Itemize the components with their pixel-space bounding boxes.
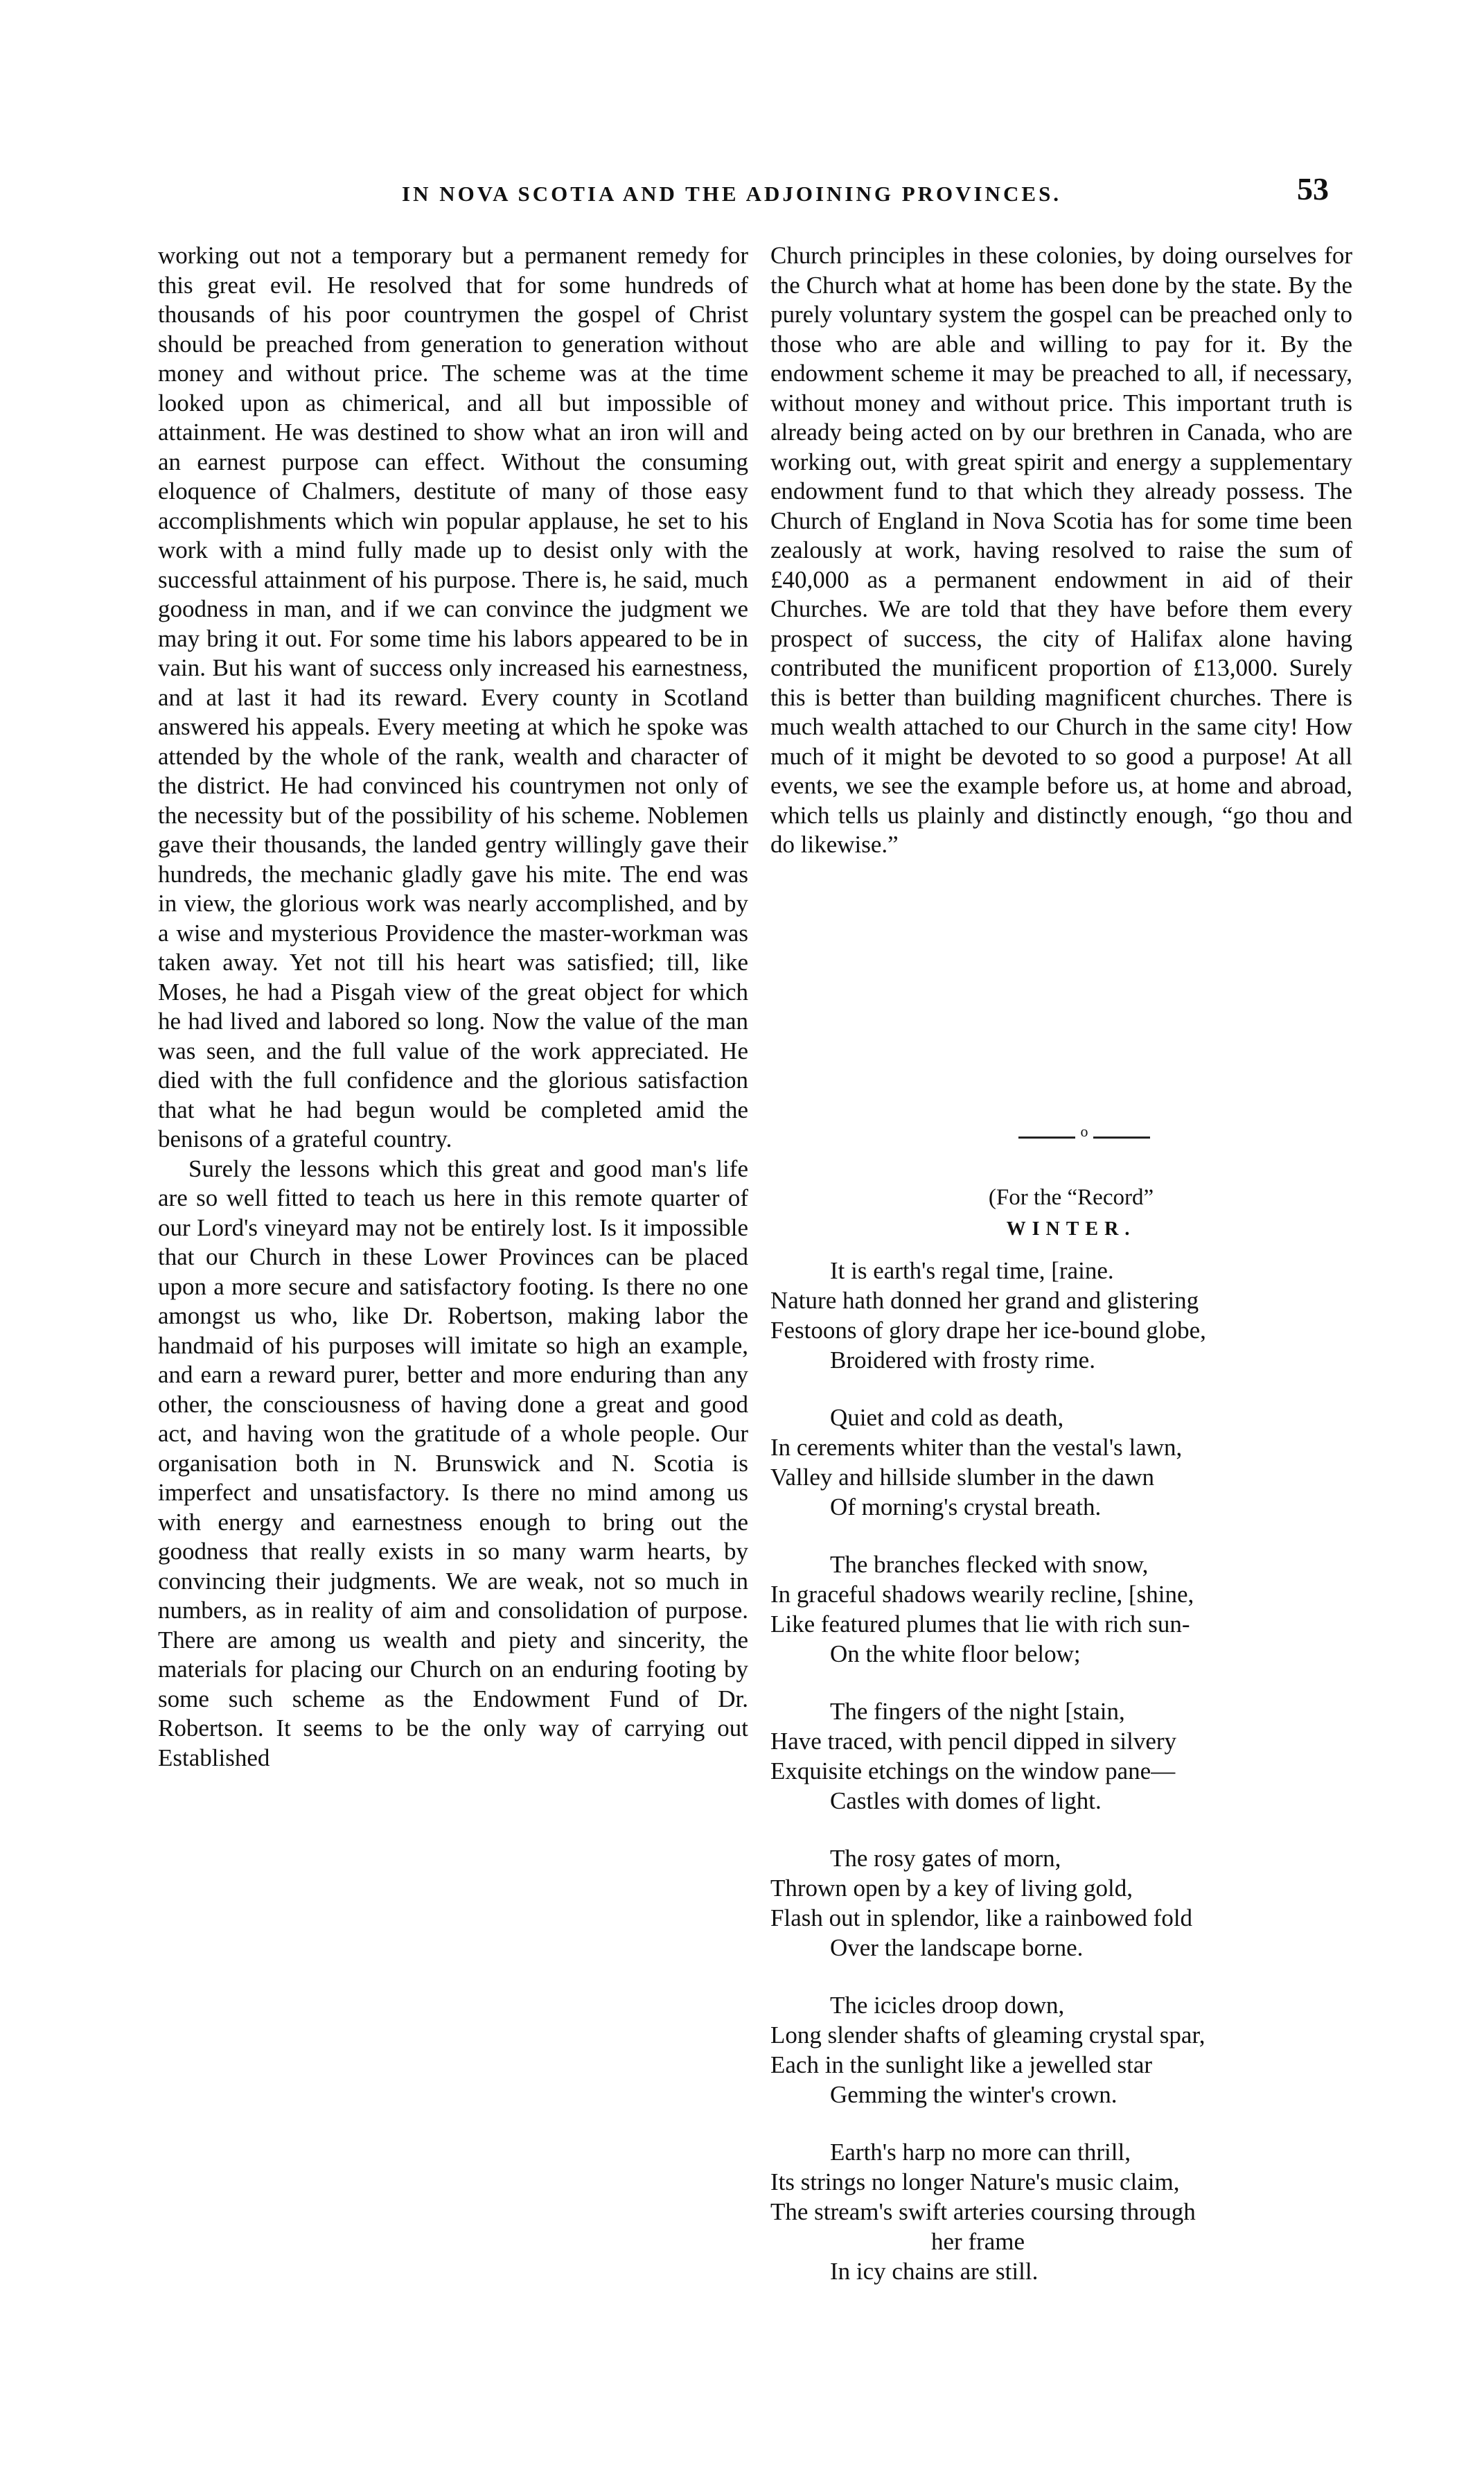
poem-credit: (For the “Record” [988,1185,1154,1210]
left-paragraph-2: Surely the lessons which this great and good man's life are so well fitted to teach us here in this remote quarter of our Lord's vineyard may not be entirely lost. Is it impossible that our Church in these Lower Provinces can be placed upon a more secure and satisfactory footing. Is there no one amongst us who, like Dr. Robertson, making labor the handmaid of his purposes will imitate so high an example, and earn a reward purer, better and more enduring than any other, the consciousness of having done a great and good act, and having won the gratitude of a whole people. Our organisation both in N. Brunswick and N. Scotia is imperfect and unsatisfactory. Is there no mind among us with energy and earnestness enough to bring out the goodness that really exists in so many warm hearts, by convincing their judgments. We are weak, not so much in numbers, as in reality of aim and consolidation of purpose. There are among us wealth and piety and sincerity, the materials for placing our Church on an enduring footing by some such scheme as the Endowment Fund of Dr. Robertson. It seems to be the only way of carrying out Established [158,1155,748,1771]
poem-title: WINTER. [1006,1218,1136,1240]
poem-line: Of morning's crystal breath. [830,1493,1102,1520]
poem-line: Quiet and cold as death, [830,1404,1064,1431]
poem-line: Its strings no longer Nature's music claim, [770,2168,1180,2195]
poem-line: Festoons of glory drape her ice-bound globe, [770,1317,1206,1344]
poem-line: In graceful shadows wearily recline, [shine, [770,1581,1194,1608]
poem-line: It is earth's regal time, [raine. [830,1257,1114,1284]
poem-line: Castles with domes of light. [830,1787,1102,1814]
poem-line: The stream's swift arteries coursing through [770,2198,1196,2225]
running-head [0,171,1484,223]
poem-line: The fingers of the night [stain, [830,1698,1125,1725]
poem-line: Flash out in splendor, like a rainbowed fold [770,1904,1193,1931]
poem-line: Each in the sunlight like a jewelled star [770,2051,1153,2078]
poem [770,1256,1366,2314]
left-column [158,241,748,1773]
poem-line: Like featured plumes that lie with rich sun- [770,1611,1190,1638]
poem-line: Broidered with frosty rime. [830,1346,1095,1374]
poem-stanza [770,1990,1366,2109]
running-title: IN NOVA SCOTIA AND THE ADJOINING PROVINCES. [402,182,1062,206]
poem-line: Nature hath donned her grand and glistering [770,1287,1199,1314]
poem-line: Earth's harp no more can thrill, [830,2139,1131,2166]
poem-line: The branches flecked with snow, [830,1551,1149,1578]
poem-line: Valley and hillside slumber in the dawn [770,1464,1155,1491]
poem-stanza [770,1843,1366,1963]
section-divider [1018,1123,1150,1143]
poem-stanza [770,2137,1366,2286]
poem-line: On the white floor below; [830,1640,1081,1667]
poem-line: The icicles droop down, [830,1992,1065,2019]
poem-stanza [770,1403,1366,1522]
divider-line-left [1018,1137,1075,1139]
right-paragraph-1: Church principles in these colonies, by doing ourselves for the Church what at home has been done by the state. By the purely voluntary system the gospel can be preached only to those who are able and willing to pay for it. By the endowment scheme it may be preached to all, if necessary, without money and without price. This important truth is already being acted on by our brethren in Canada, who are working out, with great spirit and energy a supplementary endowment fund to that which they already possess. The Church of England in Nova Scotia has for some time been zealously at work, having resolved to raise the sum of £40,000 as a permanent endowment in aid of their Churches. We are told that they have before them every prospect of success, the city of Halifax alone having contributed the munificent proportion of £13,000. Surely this is better than building magnificent churches. There is much wealth attached to our Church in the same city! How much of it might be devoted to so good a purpose! At all events, we see the example before us, at home and abroad, which tells us plainly and distinctly enough, “go thou and do likewise.” [770,242,1352,858]
divider-line-right [1093,1137,1150,1139]
poem-line: Long slender shafts of gleaming crystal spar, [770,2021,1205,2048]
poem-line: Gemming the winter's crown. [830,2081,1118,2108]
poem-stanza [770,1550,1366,1669]
poem-line: The rosy gates of morn, [830,1845,1061,1872]
poem-stanza [770,1696,1366,1816]
page-number: 53 [1297,171,1329,207]
poem-line: Exquisite etchings on the window pane— [770,1757,1176,1784]
right-column-prose [770,241,1352,860]
poem-line: In cerements whiter than the vestal's lawn, [770,1434,1183,1461]
left-paragraph-1: working out not a temporary but a permanent remedy for this great evil. He resolved that for some hundreds of thousands of his poor countrymen the gospel of Christ should be preached from generation to generation without money and without price. The scheme was at the time looked upon as chimerical, and all but impossible of attainment. He was destined to show what an iron will and an earnest purpose can effect. Without the consuming eloquence of Chalmers, destitute of many of those easy accomplishments which win popular applause, he set to his work with a mind fully made up to desist only with the successful attainment of his purpose. There is, he said, much goodness in man, and if we can convince the judgment we may bring it out. For some time his labors appeared to be in vain. But his want of success only increased his earnestness, and at last it had its reward. Every county in Scotland answered his appeals. Every meeting at which he spoke was attended by the whole of the rank, wealth and character of the district. He had convinced his countrymen not only of the necessity but of the possibility of his scheme. Noblemen gave their thousands, the landed gentry willingly gave their hundreds, the mechanic gladly gave his mite. The end was in view, the glorious work was nearly accomplished, and by a wise and mysterious Providence the master-workman was taken away. Yet not till his heart was satisfied; till, like Moses, he had a Pisgah view of the great object for which he had lived and labored so long. Now the value of the man was seen, and the full value of the work appreciated. He died with the full confidence and the glorious satisfaction that what he had begun would be completed amid the benisons of a grateful country. [158,242,748,1152]
poem-line: Have traced, with pencil dipped in silvery [770,1728,1177,1755]
poem-stanza [770,1256,1366,1375]
divider-mark: o [1080,1123,1088,1140]
poem-line: Thrown open by a key of living gold, [770,1875,1133,1902]
poem-line: Over the landscape borne. [830,1934,1084,1961]
poem-line: her frame [931,2228,1025,2255]
poem-line: In icy chains are still. [830,2258,1039,2285]
